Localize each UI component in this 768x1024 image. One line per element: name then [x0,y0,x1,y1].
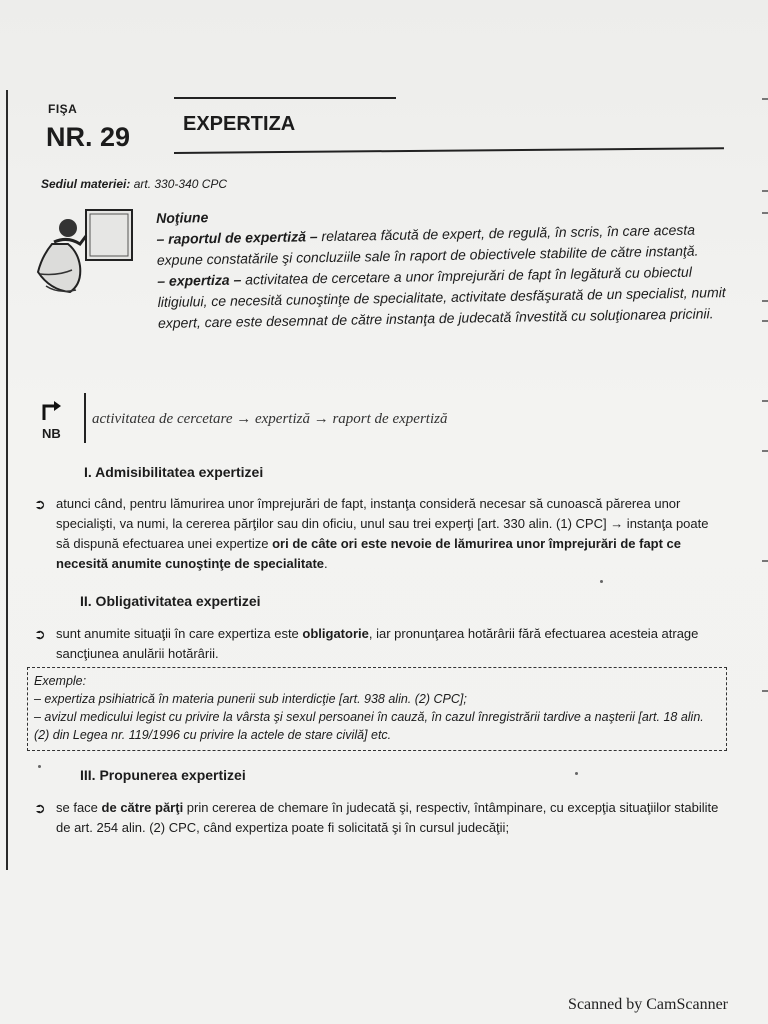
scanner-watermark: Scanned by CamScanner [568,996,728,1013]
obligativitatea-text-a: sunt anumite situaţii în care expertiza este [56,626,303,641]
section-title-propunerea: III. Propunerea expertizei [80,767,246,783]
obligativitatea-text-c: , iar pronunţarea hotărârii fără efectuarea acesteia atrage sancţiunea anulării hotărârii. [56,626,699,661]
examples-box [27,667,727,751]
bullet-admisibilitatea [34,494,724,574]
section-title-admisibilitatea: I. Admisibilitatea expertizei [84,464,264,480]
bullet-propunerea [34,798,724,838]
propunerea-text-a: se face [56,800,102,815]
example-item-2: – avizul medicului legist cu privire la vârsta şi sexul persoanei în cauză, în cazul înregistrării tardive a naşterii [art. 18 alin. (2) din Legea nr. 119/1996 cu privire la actele de stare civilă] etc. [34,710,704,742]
left-margin-rule [6,90,8,870]
definition-raport-text: relatarea făcută de expert, de regulă, în scris, în care acesta expune constatările şi concluziile sale în raport de obiectivele stabilite de către instanţă. [156,221,699,268]
nb-marker [40,400,78,448]
sediul-label: Sediul materiei: [41,177,131,191]
propunerea-text-c: prin cererea de chemare în judecată şi, respectiv, întâmpinare, cu excepţia situaţiilor stabilite de art. 254 alin. (2) CPC, când expertiza poate fi solicitată şi în cursul judecăţii; [56,800,719,835]
definition-raport-term: – raportul de expertiză – [156,228,318,247]
nb-label: NB [42,426,61,441]
sheet-number: NR. 29 [46,122,131,152]
notiune-heading: Noţiune [156,209,209,226]
notiune-block [156,198,728,334]
sediul-materiei [41,177,227,191]
turn-arrow-icon [40,400,64,422]
example-item-1: – expertiza psihiatrică în materia punerii sub interdicţie [art. 938 alin. (2) CPC]; [34,692,467,706]
admisibilitatea-text-c: . [324,556,328,571]
admisibilitatea-text-a: atunci când, pentru lămurirea unor împrejurări de fapt, instanţa consideră necesar să cunoască părerea unor specialişti, va numi, la cererea părţilor sau din oficiu, unul sau trei experţi [art. 330 alin. (1) CPC] → instanţa poate să dispună efectuarea unei expertize [56,496,709,551]
page-title: EXPERTIZA [183,113,296,135]
examples-heading: Exemple: [34,674,87,688]
title-rule-top [174,97,396,99]
propunerea-emphasis: de către părţi [101,800,184,815]
admisibilitatea-emphasis: ori de câte ori este nevoie de lămurirea unor împrejurări de fapt ce necesită anumite cunoştinţe de specialitate [56,536,682,571]
bullet-obligativitatea [34,624,724,664]
nb-divider [84,393,86,443]
bullet-arrow-icon: ➲ [34,496,46,512]
section-title-obligativitatea: II. Obligativitatea expertizei [80,593,261,609]
fisa-label: FIŞA [48,102,78,116]
definition-expertiza-text: activitatea de cercetare a unor împrejurări de fapt în legătură cu obiectul litigiului, ce necesită cunoştinţe de specialitate, activitate desfăşurată de un specialist, numit expert, care este desemnat de către instanţa de judecată învestită cu soluţionarea pricinii. [157,263,726,331]
definition-expertiza-term: – expertiza – [157,271,242,289]
bullet-arrow-icon: ➲ [34,800,46,816]
bullet-arrow-icon: ➲ [34,626,46,642]
definition-expertiza [157,261,728,334]
nb-text: activitatea de cercetare → expertiză → raport de expertiză [92,411,448,427]
lecturer-figure-icon [28,206,140,298]
sediul-text: art. 330-340 CPC [130,177,228,191]
obligativitatea-emphasis: obligatorie [302,626,369,641]
